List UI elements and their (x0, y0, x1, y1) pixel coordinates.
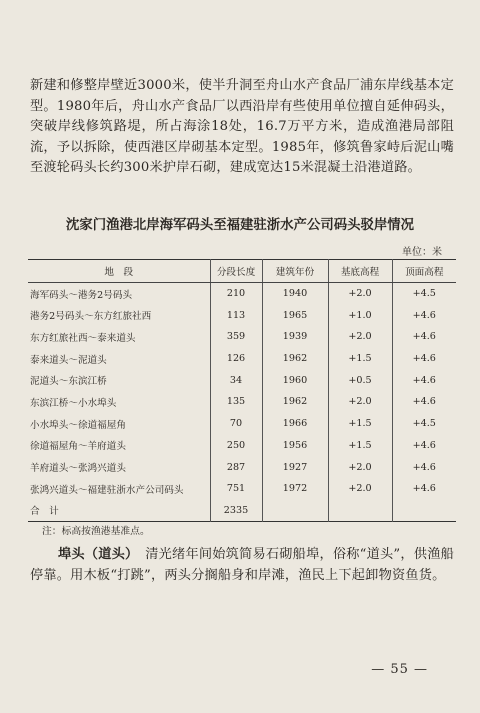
body-paragraph-1: 新建和修整岸壁近3000米，使半升洞至舟山水产食品厂浦东岸线基本定型。1980年后，舟山水产食品厂以西沿岸有些使用单位擅自延伸码头，突破岸线修筑路堤，所占海涂18处，16.7万平方米，造成渔港局部阻流，予以拆除，使西港区岸砌基本定型。1985年，修筑鲁家峙后泥山嘴至渡轮码头长约300米护岸石砌，建成宽达15米混凝土沿港道路。 (30, 78, 454, 176)
table-row (28, 348, 456, 370)
table-row (28, 282, 456, 304)
cell-year: 1962 (262, 348, 328, 370)
cell-section: 海军码头～港务2号码头 (30, 289, 133, 301)
cell-year: 1939 (262, 326, 328, 348)
cell-section: 张鸿兴道头～福建驻浙水产公司码头 (30, 484, 184, 496)
table-row (28, 391, 456, 413)
cell-year (262, 500, 328, 522)
table-header-row (28, 260, 456, 283)
cell-year: 1966 (262, 413, 328, 435)
header-length: 分段长度 (210, 260, 262, 283)
page-number: — 55 — (371, 662, 428, 677)
cell-top: +4.5 (392, 413, 456, 435)
cell-total-label: 合 计 (30, 506, 59, 518)
table-unit: 单位：米 (402, 247, 442, 258)
cell-year: 1972 (262, 478, 328, 500)
table-total-row (28, 500, 456, 522)
cell-base: +1.5 (328, 435, 392, 457)
table-row (28, 326, 456, 348)
cell-top: +4.6 (392, 435, 456, 457)
cell-section: 东方红旅社西～泰来道头 (30, 332, 136, 344)
table-row (28, 413, 456, 435)
cell-length: 113 (210, 304, 262, 326)
cell-section: 小水埠头～徐道福屋角 (30, 419, 126, 431)
table-row (28, 435, 456, 457)
cell-length: 250 (210, 435, 262, 457)
cell-base (328, 500, 392, 522)
cell-section: 泰来道头～泥道头 (30, 354, 107, 366)
cell-base: +2.0 (328, 282, 392, 304)
cell-year: 1940 (262, 282, 328, 304)
table-row (28, 478, 456, 500)
cell-section: 泥道头～东滨江桥 (30, 376, 107, 388)
cell-length: 135 (210, 391, 262, 413)
table-row (28, 304, 456, 326)
cell-base: +2.0 (328, 456, 392, 478)
cell-length: 70 (210, 413, 262, 435)
cell-top (392, 500, 456, 522)
cell-base: +2.0 (328, 326, 392, 348)
cell-length: 210 (210, 282, 262, 304)
cell-top: +4.6 (392, 478, 456, 500)
cell-top: +4.6 (392, 304, 456, 326)
cell-top: +4.6 (392, 369, 456, 391)
revetment-table (28, 259, 456, 522)
cell-length: 751 (210, 478, 262, 500)
cell-length: 126 (210, 348, 262, 370)
cell-top: +4.6 (392, 348, 456, 370)
cell-length: 287 (210, 456, 262, 478)
cell-year: 1962 (262, 391, 328, 413)
header-base-elevation: 基底高程 (328, 260, 392, 283)
cell-base: +2.0 (328, 391, 392, 413)
header-section: 地 段 (28, 260, 210, 283)
cell-base: +0.5 (328, 369, 392, 391)
cell-top: +4.5 (392, 282, 456, 304)
cell-year: 1965 (262, 304, 328, 326)
cell-section: 东滨江桥～小水埠头 (30, 397, 117, 409)
cell-section: 羊府道头～张鸿兴道头 (30, 463, 126, 475)
cell-base: +1.5 (328, 348, 392, 370)
table-row (28, 456, 456, 478)
cell-length: 34 (210, 369, 262, 391)
cell-length: 359 (210, 326, 262, 348)
cell-base: +2.0 (328, 478, 392, 500)
table-row (28, 369, 456, 391)
cell-year: 1927 (262, 456, 328, 478)
cell-top: +4.6 (392, 391, 456, 413)
table-title: 沈家门渔港北岸海军码头至福建驻浙水产公司码头驳岸情况 (65, 218, 415, 233)
cell-base: +1.0 (328, 304, 392, 326)
cell-section: 港务2号码头～东方红旅社西 (30, 311, 152, 323)
header-year: 建筑年份 (262, 260, 328, 283)
section-heading: 埠头（道头） (58, 547, 132, 562)
cell-top: +4.6 (392, 326, 456, 348)
section-text: 清光绪年间始筑简易石砌船埠，俗称“道头”，供渔船停靠。用木板“打跳”，两头分搁船身和岸滩，渔民上下起卸物资鱼货。 (30, 547, 454, 583)
cell-total-length: 2335 (210, 500, 262, 522)
table-note: 注：标高按渔港基准点。 (42, 526, 150, 537)
header-top-elevation: 顶面高程 (392, 260, 456, 283)
cell-section: 徐道福屋角～羊府道头 (30, 441, 126, 453)
cell-top: +4.6 (392, 456, 456, 478)
cell-base: +1.5 (328, 413, 392, 435)
cell-year: 1956 (262, 435, 328, 457)
cell-year: 1960 (262, 369, 328, 391)
body-paragraph-2 (30, 545, 454, 586)
